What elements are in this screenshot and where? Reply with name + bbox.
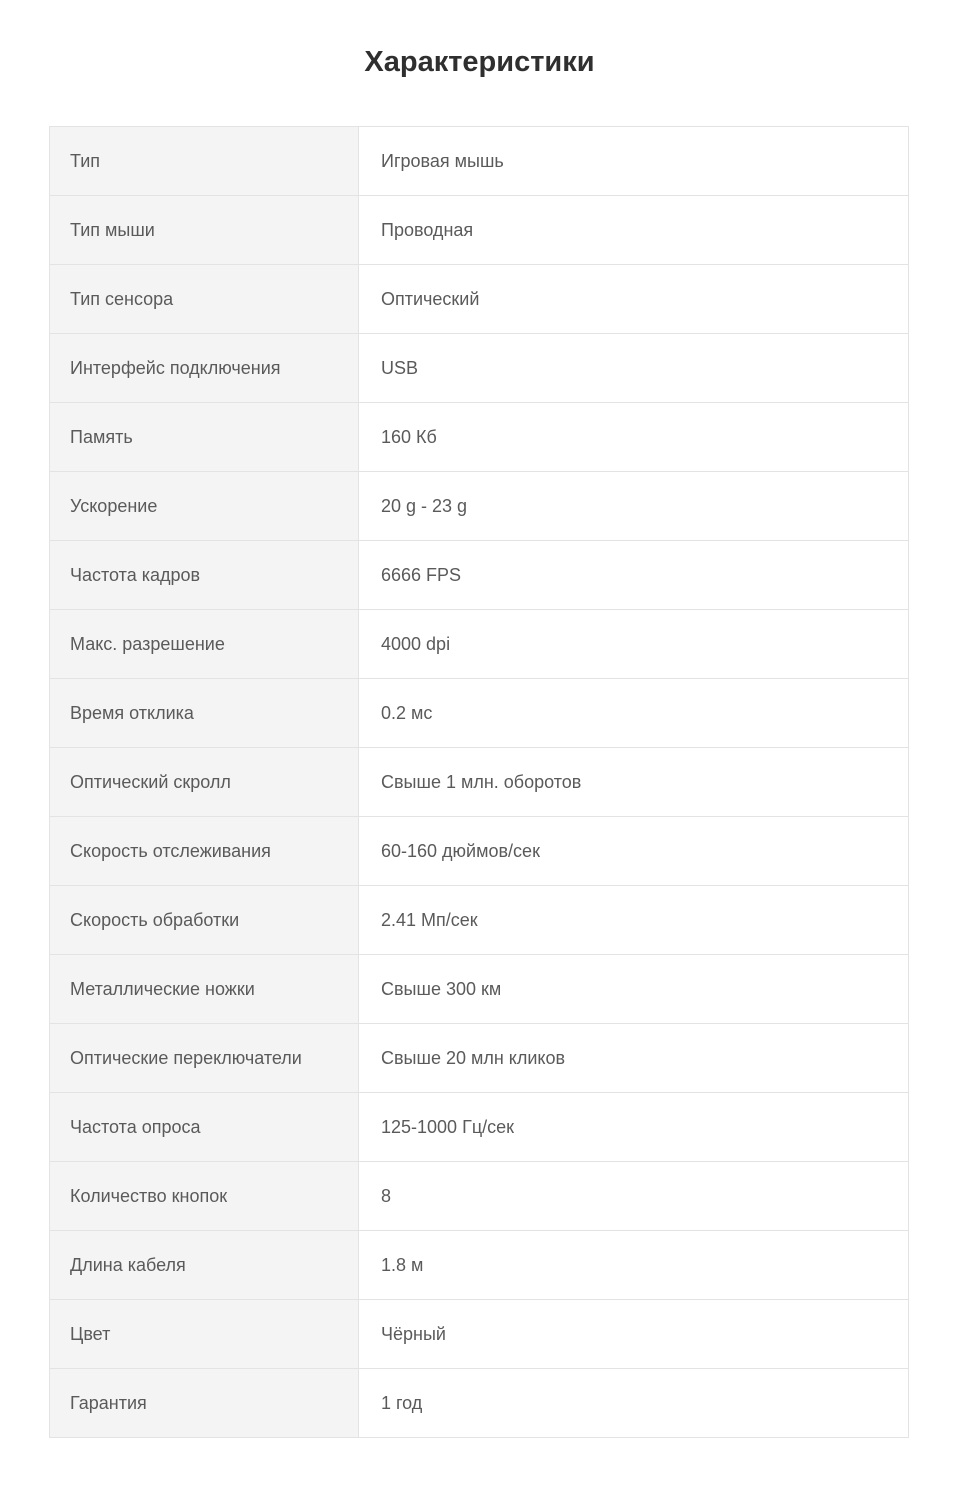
spec-label: Количество кнопок (50, 1162, 359, 1231)
table-row (50, 127, 909, 196)
spec-label: Тип мыши (50, 196, 359, 265)
spec-value: 160 Кб (359, 403, 909, 472)
specifications-table-body (50, 127, 909, 1438)
table-row (50, 334, 909, 403)
spec-label: Память (50, 403, 359, 472)
table-row (50, 817, 909, 886)
table-row (50, 403, 909, 472)
spec-label: Скорость обработки (50, 886, 359, 955)
spec-value: 8 (359, 1162, 909, 1231)
spec-value: 1 год (359, 1369, 909, 1438)
table-row (50, 610, 909, 679)
spec-value: Свыше 20 млн кликов (359, 1024, 909, 1093)
table-row (50, 1300, 909, 1369)
page-title: Характеристики (364, 46, 595, 78)
spec-label: Оптические переключатели (50, 1024, 359, 1093)
spec-label: Гарантия (50, 1369, 359, 1438)
spec-value: Оптический (359, 265, 909, 334)
spec-label: Тип сенсора (50, 265, 359, 334)
spec-value: Проводная (359, 196, 909, 265)
spec-value: 60-160 дюймов/сек (359, 817, 909, 886)
spec-value: 0.2 мс (359, 679, 909, 748)
spec-label: Цвет (50, 1300, 359, 1369)
table-row (50, 541, 909, 610)
table-row (50, 886, 909, 955)
spec-value: 125-1000 Гц/сек (359, 1093, 909, 1162)
spec-value: Свыше 1 млн. оборотов (359, 748, 909, 817)
table-row (50, 955, 909, 1024)
spec-value: Чёрный (359, 1300, 909, 1369)
spec-value: 2.41 Мп/сек (359, 886, 909, 955)
table-row (50, 1369, 909, 1438)
table-row (50, 196, 909, 265)
spec-label: Макс. разрешение (50, 610, 359, 679)
table-row (50, 1093, 909, 1162)
spec-value: 6666 FPS (359, 541, 909, 610)
spec-label: Частота кадров (50, 541, 359, 610)
spec-label: Ускорение (50, 472, 359, 541)
spec-value: 4000 dpi (359, 610, 909, 679)
spec-label: Интерфейс подключения (50, 334, 359, 403)
spec-label: Металлические ножки (50, 955, 359, 1024)
spec-label: Частота опроса (50, 1093, 359, 1162)
spec-label: Скорость отслеживания (50, 817, 359, 886)
table-row (50, 472, 909, 541)
spec-value: Свыше 300 км (359, 955, 909, 1024)
spec-label: Тип (50, 127, 359, 196)
spec-value: 1.8 м (359, 1231, 909, 1300)
spec-value: 20 g - 23 g (359, 472, 909, 541)
spec-label: Время отклика (50, 679, 359, 748)
spec-value: Игровая мышь (359, 127, 909, 196)
table-row (50, 748, 909, 817)
table-row (50, 679, 909, 748)
spec-label: Длина кабеля (50, 1231, 359, 1300)
table-row (50, 265, 909, 334)
table-row (50, 1231, 909, 1300)
table-row (50, 1024, 909, 1093)
table-row (50, 1162, 909, 1231)
spec-value: USB (359, 334, 909, 403)
spec-label: Оптический скролл (50, 748, 359, 817)
specifications-table (49, 126, 909, 1438)
